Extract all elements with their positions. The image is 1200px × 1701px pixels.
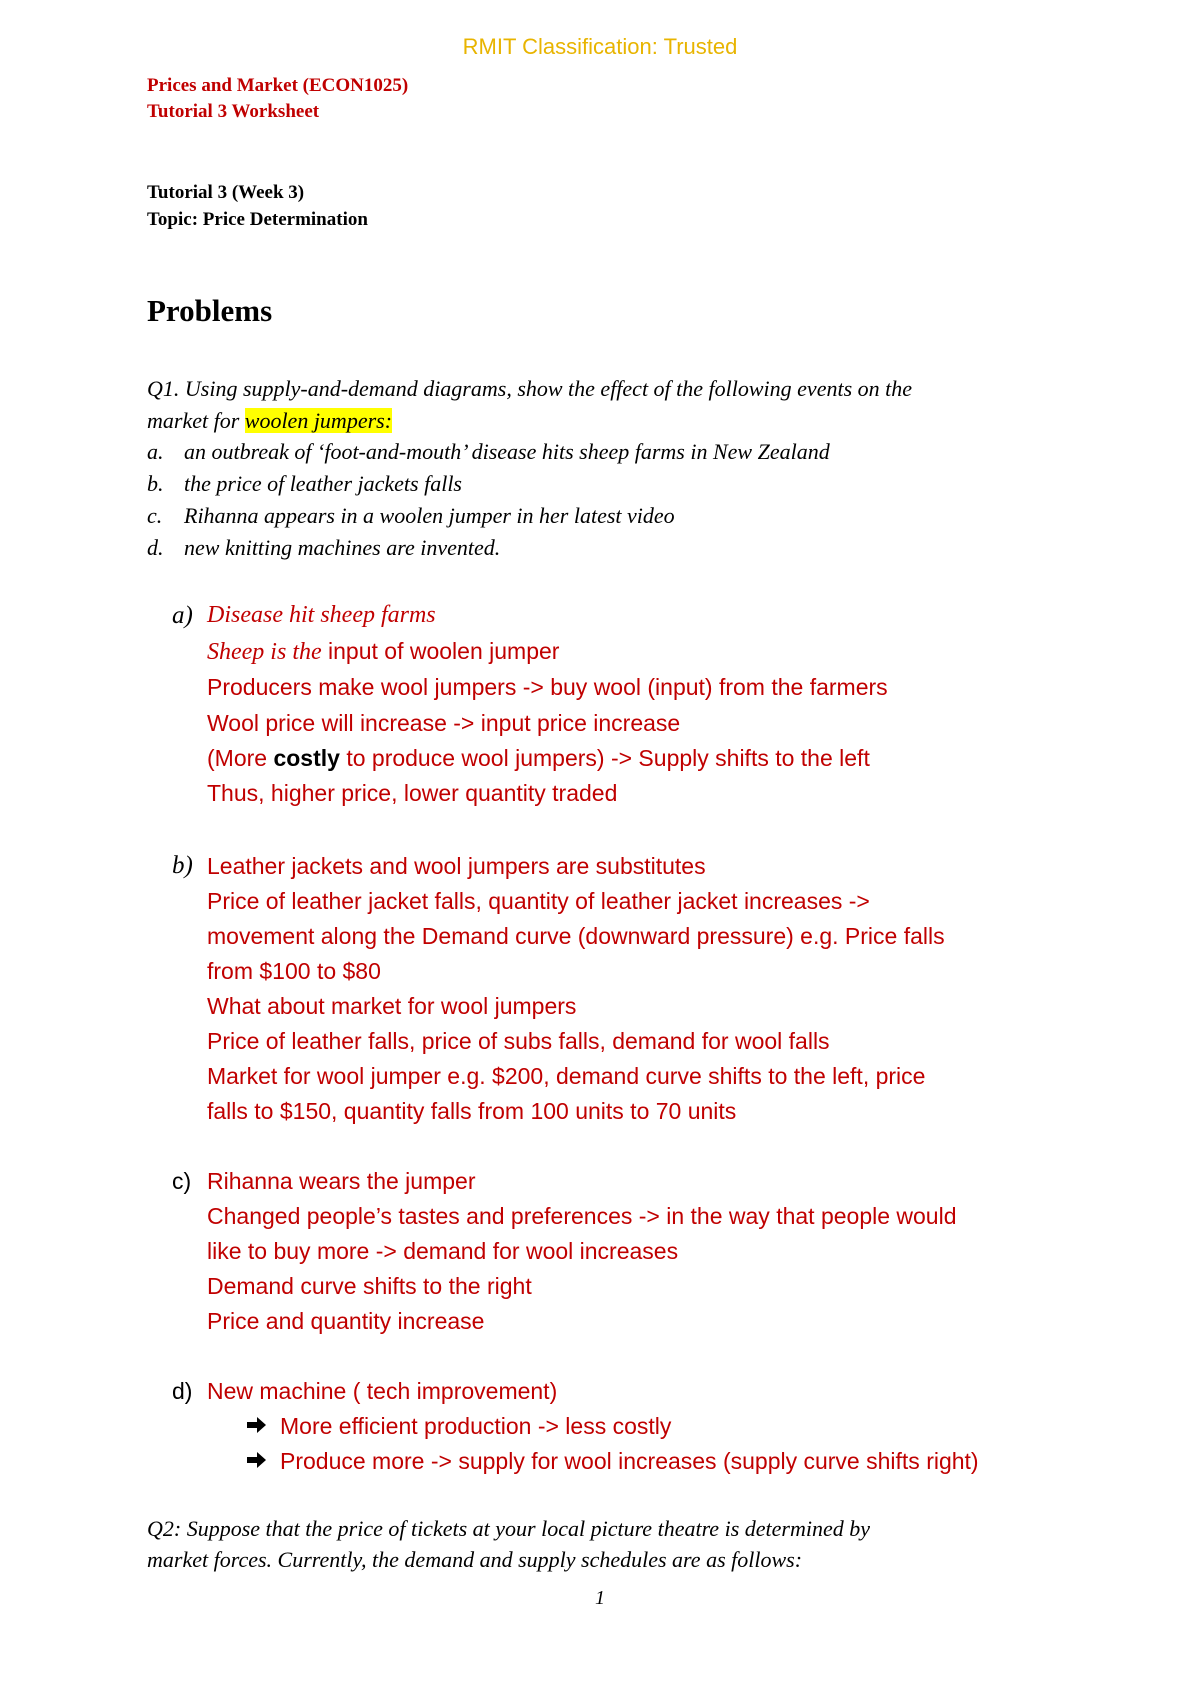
answer-b-line: What about market for wool jumpers: [207, 993, 577, 1019]
answer-c-line: Changed people’s tastes and preferences -> in the way that people would: [207, 1203, 957, 1229]
answer-a-title: Disease hit sheep farms: [207, 602, 436, 628]
q1-item-b-text: the price of leather jackets falls: [184, 471, 462, 496]
answer-d-bullet: More efficient production -> less costly: [280, 1413, 672, 1439]
worksheet-title: Tutorial 3 Worksheet: [147, 101, 320, 122]
answer-a-line2: Producers make wool jumpers -> buy wool (input) from the farmers: [207, 674, 888, 700]
tutorial-label: Tutorial 3 (Week 3): [147, 182, 305, 203]
section-title: Problems: [147, 293, 273, 328]
answer-c-label: c): [172, 1168, 192, 1194]
course-title: Prices and Market (ECON1025): [147, 75, 409, 96]
q1-item-a-label: a.: [147, 439, 164, 464]
page-number: 1: [595, 1587, 605, 1609]
answer-b-line: from $100 to $80: [207, 958, 381, 984]
answer-a-line3: Wool price will increase -> input price increase: [207, 710, 681, 736]
answer-b-line: Price of leather falls, price of subs falls, demand for wool falls: [207, 1028, 830, 1054]
answer-b-line: Leather jackets and wool jumpers are substitutes: [207, 853, 706, 879]
answer-d-label: d): [172, 1378, 193, 1404]
answer-a-line4-pre: (More: [207, 745, 274, 771]
answer-b-line: Price of leather jacket falls, quantity of leather jacket increases ->: [207, 888, 870, 914]
answer-a-label: a): [172, 602, 193, 629]
answer-b-line: Market for wool jumper e.g. $200, demand curve shifts to the left, price: [207, 1063, 926, 1089]
q1-item-c-label: c.: [147, 503, 163, 528]
answer-c-line: Demand curve shifts to the right: [207, 1273, 532, 1299]
q1-line2: [147, 408, 392, 434]
answer-a-line1-italic: Sheep is the: [207, 639, 322, 665]
answer-a-line1: [207, 638, 559, 666]
q1-item-b-label: b.: [147, 471, 164, 496]
q1-item-a-text: an outbreak of ‘foot-and-mouth’ disease hits sheep farms in New Zealand: [184, 439, 830, 464]
classification-label: RMIT Classification: Trusted: [462, 34, 738, 59]
q1-item-d-label: d.: [147, 535, 164, 560]
answer-a-line5: Thus, higher price, lower quantity traded: [207, 780, 618, 806]
answer-a-line4: [207, 745, 870, 772]
answer-a-line4-post: to produce wool jumpers) -> Supply shifts to the left: [339, 745, 870, 771]
answer-c-line: like to buy more -> demand for wool increases: [207, 1238, 679, 1264]
q1-item-d-text: new knitting machines are invented.: [184, 535, 501, 560]
answer-b-line: movement along the Demand curve (downward pressure) e.g. Price falls: [207, 923, 945, 949]
topic-label: Topic: Price Determination: [147, 209, 368, 230]
q1-item-c-text: Rihanna appears in a woolen jumper in her latest video: [184, 503, 675, 528]
answer-d-bullet: Produce more -> supply for wool increases (supply curve shifts right): [280, 1448, 979, 1474]
answer-d-title: New machine ( tech improvement): [207, 1378, 558, 1404]
q1-line2-prefix: market for: [147, 408, 245, 433]
answer-b-line: falls to $150, quantity falls from 100 units to 70 units: [207, 1098, 737, 1124]
q2-line2: market forces. Currently, the demand and supply schedules are as follows:: [147, 1547, 803, 1572]
arrow-bullet-icon: [245, 1414, 267, 1436]
answer-a-line4-bold: costly: [273, 745, 340, 771]
q1-highlight: woolen jumpers:: [244, 408, 393, 433]
answer-c-line: Price and quantity increase: [207, 1308, 485, 1334]
answer-b-label: b): [172, 852, 193, 879]
q2-line1: Q2: Suppose that the price of tickets at your local picture theatre is determined by: [147, 1516, 870, 1541]
answer-a-line1-rest: input of woolen jumper: [321, 638, 560, 664]
answer-c-line: Rihanna wears the jumper: [207, 1168, 476, 1194]
q1-line1: Q1. Using supply-and-demand diagrams, show the effect of the following events on the: [147, 376, 913, 401]
arrow-bullet-icon: [245, 1449, 267, 1471]
